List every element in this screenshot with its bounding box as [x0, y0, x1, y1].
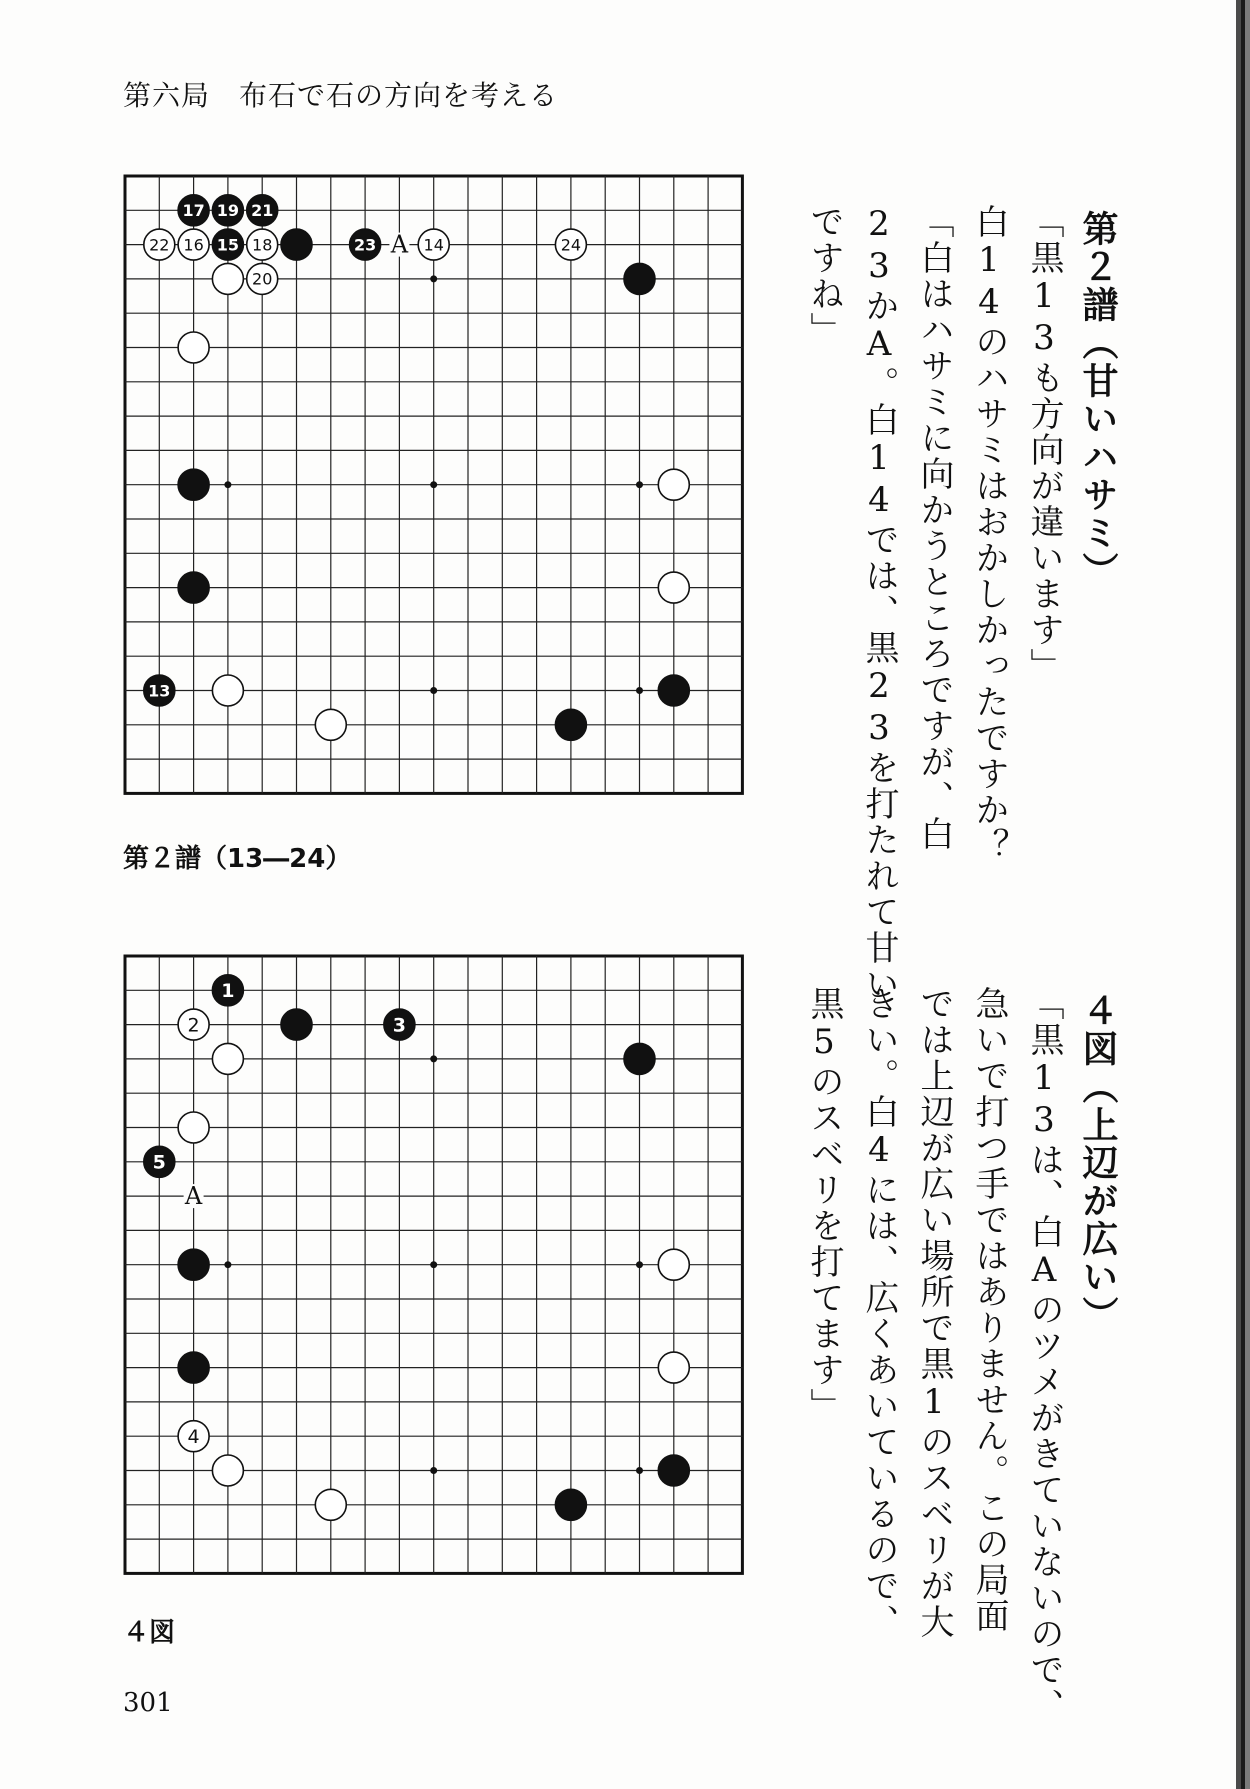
- board-2-white-stone: [212, 1043, 243, 1074]
- board-2-star-point: [430, 1467, 437, 1474]
- board-1-white-stone: [315, 709, 346, 740]
- board-2-star-point: [636, 1261, 643, 1268]
- board-2-white-stone: [212, 1455, 243, 1486]
- board-2-stone-number: 4: [187, 1426, 200, 1449]
- board-2-mark-label: A: [184, 1182, 203, 1211]
- board-2-stone-number: 1: [221, 980, 235, 1003]
- board-2-black-stone: [281, 1009, 312, 1040]
- board-1-stone-number: 13: [148, 681, 171, 701]
- board-2-stone-number: 3: [392, 1014, 407, 1037]
- section-1-column-2: 白14のハサミはおかしかったですか？: [969, 204, 1009, 864]
- board-1-stone-number: 19: [216, 201, 240, 221]
- section-1-column-3: 「白はハサミに向かうところですが、白: [914, 204, 954, 852]
- board-1-stone-number: 14: [423, 235, 444, 255]
- go-board-2-svg: [125, 956, 745, 1576]
- board-1-star-point: [430, 275, 437, 282]
- page-edge: [1236, 0, 1241, 1789]
- section-1-column-1: 「黒13も方向が違います」: [1024, 204, 1064, 684]
- board-1-black-stone: [178, 572, 209, 603]
- board-1-stone-number: 20: [252, 269, 273, 289]
- section-1-column-4: 23かA。白14では、黒23を打たれて甘い: [859, 204, 899, 1002]
- board-1-mark-label: A: [390, 230, 409, 259]
- board-2-black-stone: [555, 1489, 586, 1520]
- board-1-stone-number: 22: [149, 235, 170, 255]
- board-1-star-point: [636, 481, 643, 488]
- board-1-star-point: [224, 481, 231, 488]
- board-1-white-stone: [658, 572, 689, 603]
- section-1-heading: 第２譜（甘いハサミ）: [1077, 210, 1118, 590]
- board-2-white-stone: [658, 1352, 689, 1383]
- board-1-caption: 第２譜（13―24）: [123, 844, 352, 874]
- section-2-column-3: では上辺が広い場所で黒1のスベリが大: [914, 986, 954, 1640]
- board-2-stone-number: 5: [152, 1151, 166, 1174]
- board-2-white-stone: [658, 1249, 689, 1280]
- section-2-column-1: 「黒13は、白Aのツメがきていないので、: [1024, 986, 1064, 1724]
- board-1-stone-number: 17: [182, 201, 205, 221]
- section-2-column-5: 黒5のスベリを打てます」: [804, 986, 844, 1424]
- section-2-column-4: きい。白4には、広くあいているので、: [859, 986, 899, 1640]
- board-1-white-stone: [178, 332, 209, 363]
- board-2-white-stone: [315, 1489, 346, 1520]
- board-2-black-stone: [178, 1352, 209, 1383]
- board-2-black-stone: [658, 1455, 689, 1486]
- go-board-1: [125, 176, 745, 796]
- board-1-stone-number: 23: [353, 235, 377, 255]
- board-1-stone-number: 21: [251, 201, 274, 221]
- board-2-black-stone: [624, 1043, 655, 1074]
- board-1-black-stone: [281, 229, 312, 260]
- board-1-black-stone: [555, 709, 586, 740]
- section-2-column-2: 急いで打つ手ではありません。この局面: [969, 986, 1009, 1634]
- section-2-heading: ４図（上辺が広い）: [1077, 992, 1118, 1334]
- board-2-caption: ４図: [123, 1618, 176, 1648]
- board-2-star-point: [224, 1261, 231, 1268]
- board-1-white-stone: [212, 675, 243, 706]
- go-board-1-svg: [125, 176, 745, 796]
- go-board-2: [125, 956, 745, 1576]
- board-2-star-point: [430, 1055, 437, 1062]
- board-1-black-stone: [658, 675, 689, 706]
- page-number: 301: [123, 1688, 173, 1718]
- board-2-star-point: [430, 1261, 437, 1268]
- board-1-star-point: [430, 687, 437, 694]
- board-2-stone-number: 2: [187, 1014, 200, 1037]
- board-1-black-stone: [178, 469, 209, 500]
- board-2-star-point: [636, 1467, 643, 1474]
- board-1-star-point: [430, 481, 437, 488]
- board-1-white-stone: [212, 263, 243, 294]
- board-1-white-stone: [658, 469, 689, 500]
- board-1-stone-number: 15: [216, 235, 240, 255]
- board-2-white-stone: [178, 1112, 209, 1143]
- board-1-stone-number: 18: [252, 235, 273, 255]
- board-1-black-stone: [624, 263, 655, 294]
- board-2-black-stone: [178, 1249, 209, 1280]
- board-1-stone-number: 16: [183, 235, 204, 255]
- running-head: 第六局 布石で石の方向を考える: [123, 79, 559, 112]
- board-1-stone-number: 24: [560, 235, 582, 255]
- board-1-star-point: [636, 687, 643, 694]
- section-1-column-5: ですね」: [804, 204, 844, 348]
